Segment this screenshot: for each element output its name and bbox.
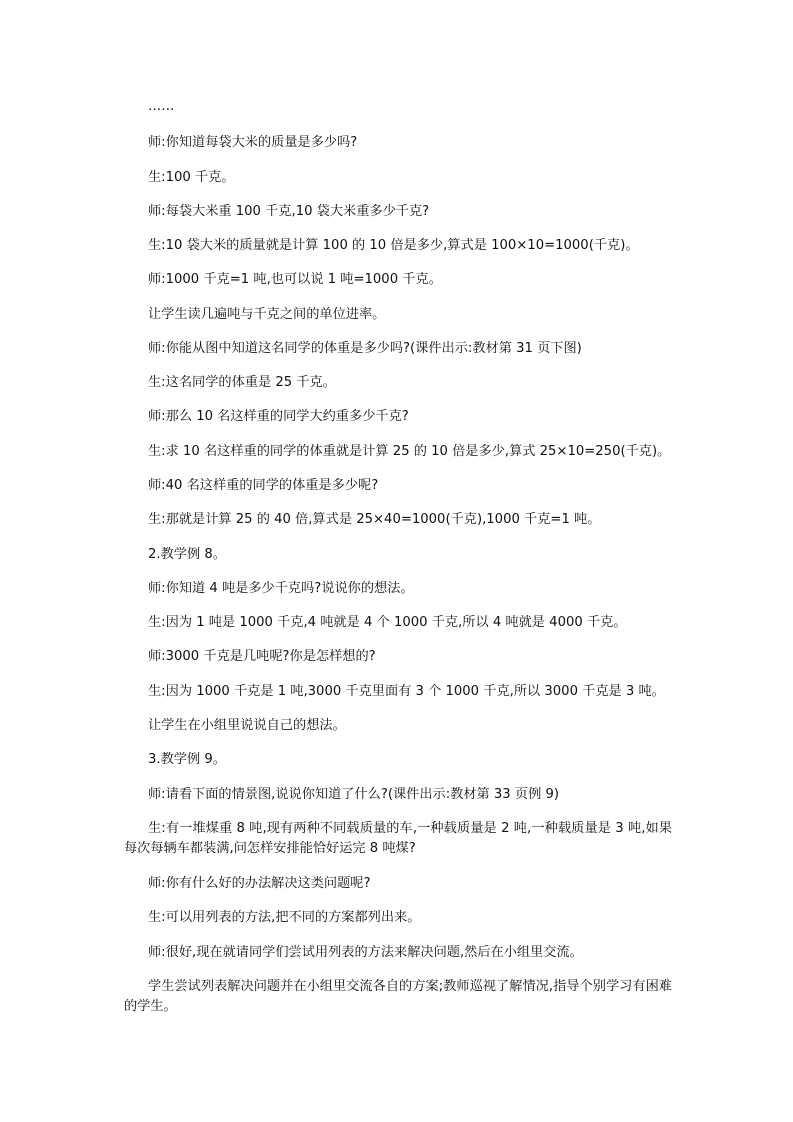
paragraph-instruction-2: 让学生在小组里说说自己的想法。 [148, 718, 346, 733]
paragraph-teacher-10: 师:你有什么好的办法解决这类问题呢? [148, 876, 371, 891]
paragraph-student-6: 生:因为 1 吨是 1000 千克,4 吨就是 4 个 1000 千克,所以 4 吨就是 4000 千克。 [148, 615, 627, 630]
paragraph-teacher-1: 师:你知道每袋大米的质量是多少吗? [148, 135, 358, 150]
paragraph-student-8: 生:有一堆煤重 8 吨,现有两种不同载质量的车,一种载质量是 2 吨,一种载质量是 3 吨,如果每次每辆车都装满,问怎样安排能恰好运完 8 吨煤? [124, 821, 672, 856]
paragraph-instruction-1: 让学生读几遍吨与千克之间的单位进率。 [148, 307, 386, 322]
paragraph-teacher-9: 师:请看下面的情景图,说说你知道了什么?(课件出示:教材第 33 页例 9) [148, 787, 559, 802]
paragraph-student-3: 生:这名同学的体重是 25 千克。 [148, 375, 336, 390]
paragraph-teacher-4: 师:你能从图中知道这名同学的体重是多少吗?(课件出示:教材第 31 页下图) [148, 341, 582, 356]
paragraph-teacher-8: 师:3000 千克是几吨呢?你是怎样想的? [148, 649, 376, 664]
paragraph-teacher-7: 师:你知道 4 吨是多少千克吗?说说你的想法。 [148, 581, 414, 596]
paragraph-teacher-6: 师:40 名这样重的同学的体重是多少呢? [148, 478, 379, 493]
paragraph-student-9: 生:可以用列表的方法,把不同的方案都列出来。 [148, 910, 421, 925]
paragraph-student-1: 生:100 千克。 [148, 170, 235, 185]
paragraph-teacher-2: 师:每袋大米重 100 千克,10 袋大米重多少千克? [148, 204, 430, 219]
paragraph-teacher-5: 师:那么 10 名这样重的同学大约重多少千克? [148, 409, 409, 424]
section-heading-example-8: 2.教学例 8。 [148, 547, 226, 562]
paragraph-student-7: 生:因为 1000 千克是 1 吨,3000 千克里面有 3 个 1000 千克,所以 3000 千克是 3 吨。 [148, 684, 665, 699]
paragraph-student-5: 生:那就是计算 25 的 40 倍,算式是 25×40=1000(千克),1000 千克=1 吨。 [148, 512, 601, 527]
section-heading-example-9: 3.教学例 9。 [148, 752, 226, 767]
paragraph-teacher-11: 师:很好,现在就请同学们尝试用列表的方法来解决问题,然后在小组里交流。 [148, 945, 583, 960]
paragraph-teacher-3: 师:1000 千克=1 吨,也可以说 1 吨=1000 千克。 [148, 272, 442, 287]
paragraph-student-4: 生:求 10 名这样重的同学的体重就是计算 25 的 10 倍是多少,算式 25×10=250(千克)。 [148, 444, 671, 459]
ellipsis-line: …… [148, 99, 175, 114]
paragraph-instruction-3: 学生尝试列表解决问题并在小组里交流各自的方案;教师巡视了解情况,指导个别学习有困难的学生。 [124, 979, 672, 1014]
paragraph-student-2: 生:10 袋大米的质量就是计算 100 的 10 倍是多少,算式是 100×10=1000(千克)。 [148, 238, 639, 253]
